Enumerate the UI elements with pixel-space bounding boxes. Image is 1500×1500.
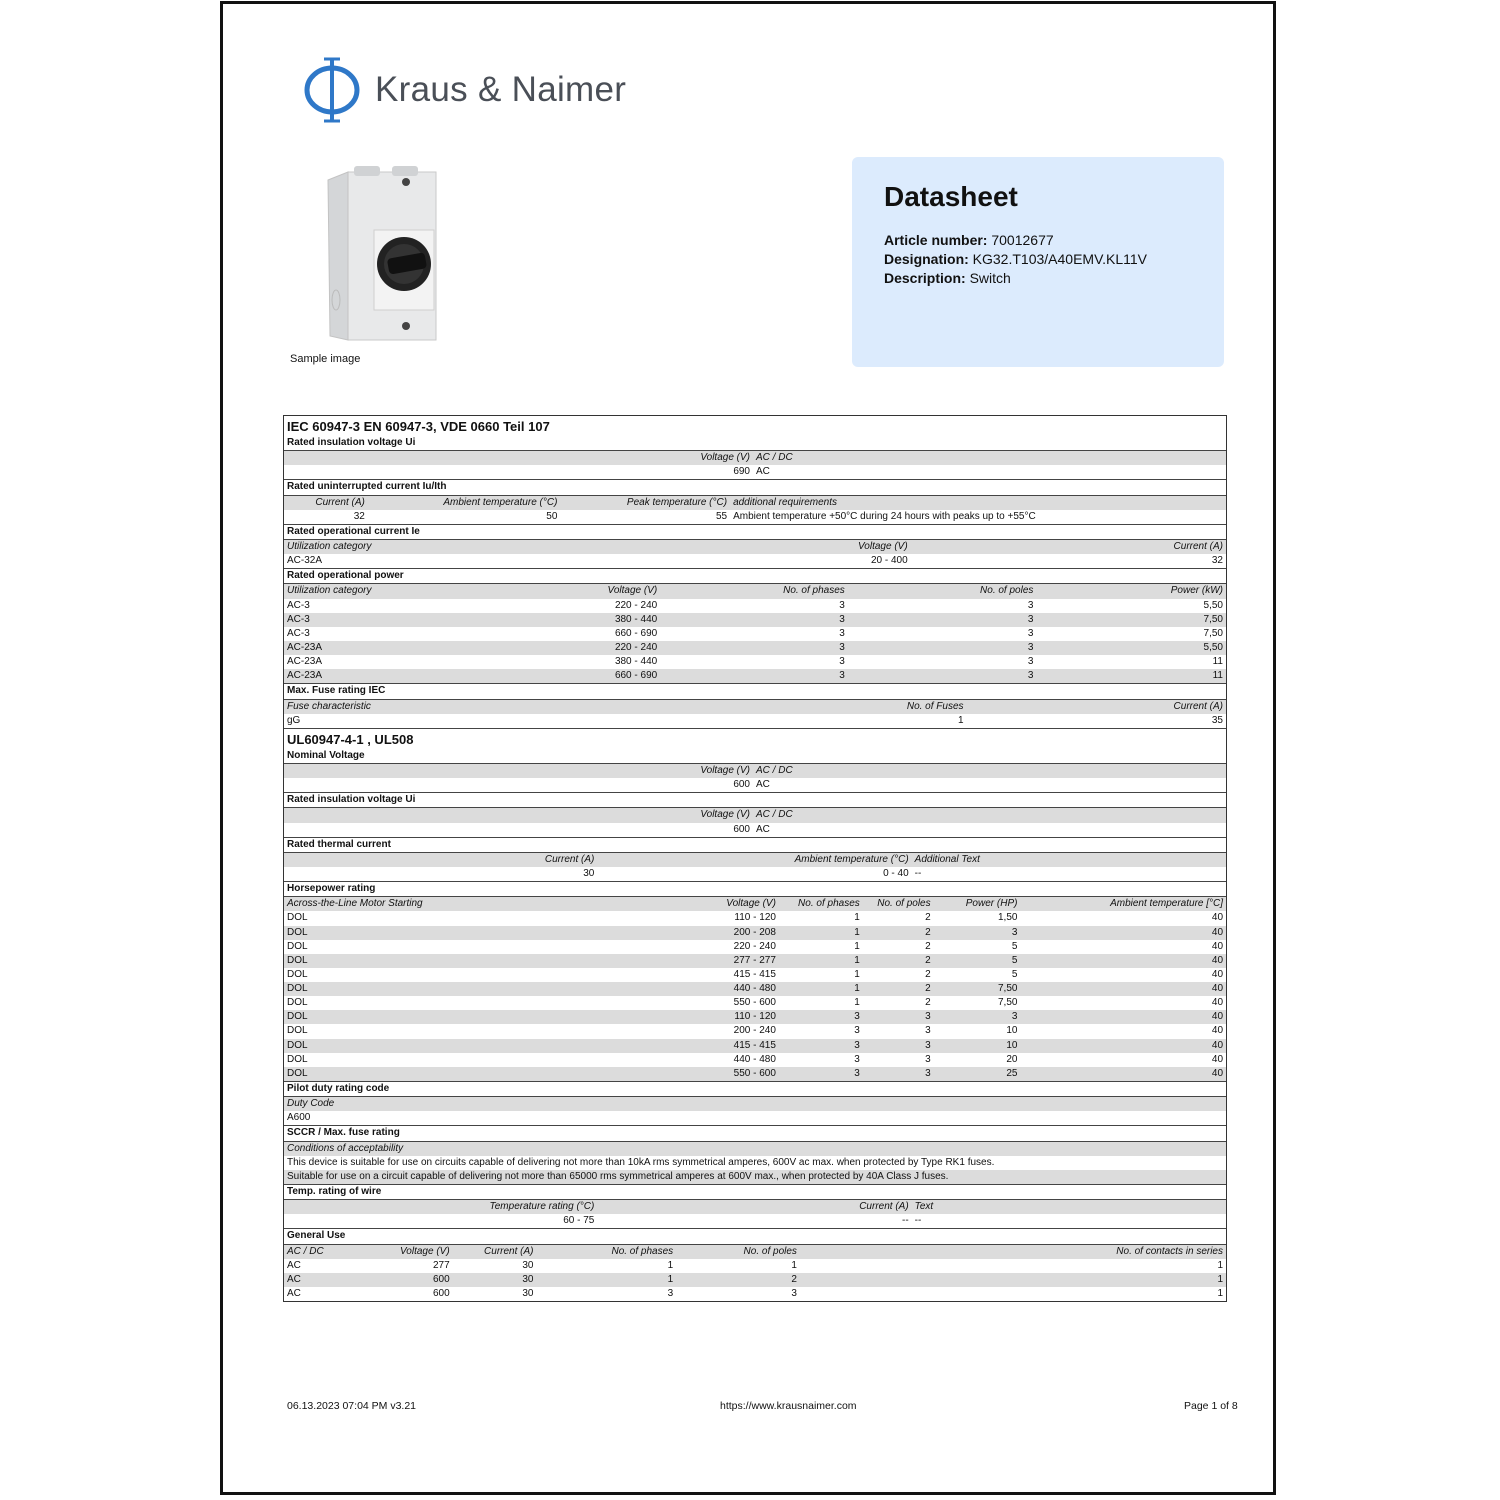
group-header: SCCR / Max. fuse rating — [284, 1125, 1226, 1141]
table-header-row — [284, 584, 1226, 598]
table-row — [284, 982, 1226, 996]
table-row — [284, 926, 1226, 940]
table-row — [284, 613, 1226, 627]
cell: 200 - 208 — [733, 926, 776, 938]
table-row — [284, 940, 1226, 954]
col-starting: Across-the-Line Motor Starting — [287, 898, 423, 910]
group-header: General Use — [284, 1228, 1226, 1244]
table-row — [284, 1156, 1226, 1170]
table-row — [284, 655, 1226, 669]
table-row — [284, 968, 1226, 982]
group-header: Horsepower rating — [284, 881, 1226, 897]
col-current: Current (A) — [544, 853, 595, 865]
cell: 3 — [925, 1025, 931, 1037]
cell: 40 — [1211, 1053, 1224, 1065]
cell: 380 - 440 — [614, 656, 658, 668]
cell: 40 — [1211, 1011, 1224, 1023]
cell: 2 — [925, 954, 931, 966]
table-row — [284, 1053, 1226, 1067]
cell: 380 - 440 — [614, 613, 658, 625]
cell: AC-32A — [287, 555, 323, 567]
col-voltage: Voltage (V) — [700, 764, 750, 776]
col-fuse-char: Fuse characteristic — [287, 700, 371, 712]
cell: 690 — [733, 466, 750, 478]
cell: DOL — [287, 954, 308, 966]
cell: DOL — [287, 1039, 308, 1051]
cell: 110 - 120 — [734, 1011, 776, 1023]
group-header: Nominal Voltage — [284, 749, 1226, 764]
operational-power-rows — [284, 599, 1226, 684]
cell: 550 - 600 — [733, 997, 776, 1009]
cell: 3 — [1027, 656, 1034, 668]
table-row — [284, 1259, 1226, 1273]
cell: 2 — [925, 912, 931, 924]
cell: 1 — [957, 714, 964, 726]
cell: -- — [914, 867, 922, 879]
cell: 3 — [1011, 1011, 1018, 1023]
table-row — [284, 1067, 1226, 1081]
table-header-row — [284, 496, 1226, 510]
cell: 600 — [432, 1288, 450, 1300]
col-voltage: Voltage (V) — [607, 585, 658, 597]
col-peak: Peak temperature (°C) — [626, 496, 728, 508]
cell: 3 — [854, 1025, 860, 1037]
section-title: IEC 60947-3 EN 60947-3, VDE 0660 Teil 107 — [287, 419, 550, 434]
table-row — [284, 911, 1226, 925]
col-voltage: Voltage (V) — [400, 1245, 450, 1257]
col-duty-code: Duty Code — [287, 1098, 335, 1110]
group-header: Pilot duty rating code — [284, 1081, 1226, 1097]
cell: 3 — [839, 627, 845, 639]
cell: AC — [287, 1273, 301, 1285]
col-ambient: Ambient temperature [°C] — [1110, 898, 1224, 910]
col-temp: Temperature rating (°C) — [489, 1201, 595, 1213]
cell: 220 - 240 — [614, 641, 658, 653]
cell: 35 — [1211, 714, 1223, 726]
spec-table — [283, 415, 1227, 1302]
table-header-row — [284, 897, 1226, 911]
cell: 0 - 40 — [883, 867, 909, 879]
designation-label: Designation: — [884, 251, 969, 267]
col-voltage: Voltage (V) — [700, 452, 750, 464]
cell: 10 — [1006, 1039, 1018, 1051]
cell: 7,50 — [1203, 627, 1223, 639]
table-row — [284, 1273, 1226, 1287]
cell: 40 — [1211, 926, 1224, 938]
cell: 40 — [1211, 997, 1224, 1009]
cell: AC-23A — [287, 670, 323, 682]
cell: 1 — [854, 926, 860, 938]
cell: 660 - 690 — [614, 627, 658, 639]
cell: 20 - 400 — [870, 555, 908, 567]
cell: 1 — [791, 1259, 797, 1271]
group-header: Max. Fuse rating IEC — [284, 683, 1226, 699]
table-row — [284, 599, 1226, 613]
col-acdc: AC / DC — [287, 1245, 324, 1257]
cell: A600 — [287, 1112, 311, 1124]
cell: 3 — [1027, 627, 1034, 639]
product-sample-image — [318, 160, 442, 350]
cell: 40 — [1211, 912, 1224, 924]
brand-logo — [303, 56, 626, 124]
cell: 1 — [1217, 1259, 1223, 1271]
cell: 220 - 240 — [733, 940, 776, 952]
cell: 1 — [854, 997, 860, 1009]
table-header-row — [284, 764, 1226, 778]
col-additional: Additional Text — [914, 853, 980, 865]
table-row — [284, 1214, 1226, 1228]
col-acdc: AC / DC — [756, 452, 793, 464]
sample-image-caption: Sample image — [290, 353, 361, 365]
col-fuse-num: No. of Fuses — [906, 700, 964, 712]
footer-url-link[interactable]: https://www.krausnaimer.com — [720, 1400, 857, 1412]
cell: 1 — [854, 954, 860, 966]
cell: AC-3 — [287, 599, 310, 611]
col-category: Utilization category — [287, 540, 372, 552]
description-value: Switch — [969, 270, 1011, 286]
table-row — [284, 1024, 1226, 1038]
cell: 3 — [839, 670, 845, 682]
cell: 55 — [715, 510, 728, 522]
cell: -- — [914, 1215, 922, 1227]
cell: 1 — [667, 1259, 674, 1271]
col-poles: No. of poles — [980, 585, 1034, 597]
col-category: Utilization category — [287, 585, 372, 597]
cell: 3 — [839, 599, 845, 611]
cell: AC — [756, 779, 770, 791]
cell: 3 — [854, 1067, 860, 1079]
brand-name: Kraus & Naimer — [375, 70, 627, 109]
cell: 415 - 415 — [733, 1039, 776, 1051]
table-header-row — [284, 451, 1226, 465]
cell: 1 — [854, 912, 860, 924]
cell: 3 — [1027, 641, 1034, 653]
cell: DOL — [287, 983, 308, 995]
cell: 11 — [1212, 670, 1223, 682]
cell: DOL — [287, 926, 308, 938]
cell: 415 - 415 — [733, 968, 776, 980]
cell: 2 — [925, 940, 931, 952]
cell: AC-3 — [287, 613, 310, 625]
cell: 10 — [1006, 1025, 1018, 1037]
cell: 5 — [1011, 968, 1018, 980]
cell: AC — [756, 466, 770, 478]
cell: 277 - 277 — [733, 954, 776, 966]
group-header: Temp. rating of wire — [284, 1184, 1226, 1200]
col-current: Current (A) — [1173, 700, 1223, 712]
col-power: Power (HP) — [965, 898, 1018, 910]
cell: 3 — [925, 1039, 931, 1051]
cell: 1 — [1217, 1288, 1223, 1300]
cell: AC — [287, 1259, 301, 1271]
cell: AC — [756, 823, 770, 835]
group-header: Rated operational current Ie — [284, 524, 1226, 540]
cell: 440 - 480 — [733, 1053, 776, 1065]
cell: 2 — [925, 983, 931, 995]
cell: 277 — [432, 1259, 450, 1271]
cell: 3 — [1011, 926, 1018, 938]
table-row — [284, 1010, 1226, 1024]
col-voltage: Voltage (V) — [700, 809, 750, 821]
cell: AC-23A — [287, 641, 323, 653]
cell: 40 — [1211, 968, 1224, 980]
cell: 30 — [522, 1273, 534, 1285]
cell: 7,50 — [1203, 613, 1223, 625]
cell: DOL — [287, 968, 308, 980]
cell: 600 — [432, 1273, 450, 1285]
cell: 3 — [1027, 613, 1034, 625]
group-header: Rated insulation voltage Ui — [284, 792, 1226, 808]
cell: 660 - 690 — [614, 670, 658, 682]
cell: 3 — [854, 1011, 860, 1023]
col-power: Power (kW) — [1170, 585, 1223, 597]
col-current: Current (A) — [484, 1245, 534, 1257]
table-header-row — [284, 700, 1226, 714]
cell: 50 — [546, 510, 558, 522]
cell: 600 — [733, 823, 750, 835]
cell: 7,50 — [997, 983, 1018, 995]
col-text: Text — [914, 1201, 934, 1213]
cell: 3 — [839, 641, 845, 653]
table-header-row — [284, 1245, 1226, 1259]
table-row — [284, 1039, 1226, 1053]
cell: 25 — [1006, 1067, 1018, 1079]
cell: 220 - 240 — [614, 599, 658, 611]
cell: 3 — [854, 1053, 860, 1065]
cell: 3 — [667, 1288, 674, 1300]
col-phases: No. of phases — [783, 585, 845, 597]
cell: 20 — [1006, 1053, 1018, 1065]
datasheet-title: Datasheet — [884, 181, 1018, 212]
cell: AC-3 — [287, 627, 310, 639]
table-row — [284, 1287, 1226, 1301]
cell: 32 — [353, 510, 365, 522]
cell: 30 — [583, 867, 595, 879]
table-row — [284, 465, 1226, 479]
col-current: Current (A) — [859, 1201, 909, 1213]
cell: Ambient temperature +50°C during 24 hours with peaks up to +55°C — [733, 510, 1036, 522]
cell: 2 — [791, 1273, 797, 1285]
group-header: Rated insulation voltage Ui — [284, 436, 1226, 451]
cell: 40 — [1211, 1025, 1224, 1037]
col-voltage: Voltage (V) — [858, 540, 908, 552]
article-value: 70012677 — [991, 232, 1054, 248]
cell: DOL — [287, 1067, 308, 1079]
cell: 1 — [854, 968, 860, 980]
cell: 3 — [839, 656, 845, 668]
col-ambient: Ambient temperature (°C) — [443, 496, 558, 508]
cell: 5,50 — [1203, 641, 1223, 653]
cell: -- — [901, 1215, 909, 1227]
footer-date: 06.13.2023 07:04 PM v3.21 — [287, 1400, 417, 1412]
cell: 1 — [854, 983, 860, 995]
cell: 40 — [1211, 940, 1224, 952]
col-voltage: Voltage (V) — [726, 898, 776, 910]
col-poles: No. of poles — [877, 898, 931, 910]
description-label: Description: — [884, 270, 966, 286]
cell: 3 — [1027, 670, 1034, 682]
cell: 5 — [1011, 954, 1018, 966]
cell: DOL — [287, 1011, 308, 1023]
designation — [884, 250, 1192, 269]
designation-value: KG32.T103/A40EMV.KL11V — [972, 251, 1148, 267]
cell: 3 — [854, 1039, 860, 1051]
table-row — [284, 669, 1226, 683]
horsepower-rows — [284, 911, 1226, 1081]
table-header-row — [284, 1097, 1226, 1111]
col-conditions: Conditions of acceptability — [287, 1142, 404, 1154]
cell: 440 - 480 — [733, 983, 776, 995]
table-row — [284, 510, 1226, 524]
table-row — [284, 823, 1226, 837]
table-row — [284, 954, 1226, 968]
cell: 200 - 240 — [733, 1025, 776, 1037]
cell: 40 — [1211, 954, 1224, 966]
cell: 3 — [791, 1288, 797, 1300]
col-current: Current (A) — [1173, 540, 1223, 552]
cell: 1 — [667, 1273, 674, 1285]
datasheet-info-box — [852, 157, 1224, 367]
cell: 600 — [733, 779, 750, 791]
cell: gG — [287, 714, 301, 726]
cell: 3 — [925, 1053, 931, 1065]
table-row — [284, 554, 1226, 568]
cell: 5,50 — [1203, 599, 1223, 611]
cell: 40 — [1211, 1067, 1224, 1079]
cell: 3 — [839, 613, 845, 625]
group-header: Rated thermal current — [284, 837, 1226, 853]
cell: 110 - 120 — [734, 912, 776, 924]
cell: 2 — [925, 997, 931, 1009]
table-row — [284, 714, 1226, 728]
cell: DOL — [287, 1025, 308, 1037]
col-phases: No. of phases — [611, 1245, 674, 1257]
cell: AC — [287, 1288, 301, 1300]
table-row — [284, 778, 1226, 792]
table-header-row — [284, 808, 1226, 822]
col-current: Current (A) — [315, 496, 365, 508]
table-row — [284, 627, 1226, 641]
cell: DOL — [287, 1053, 308, 1065]
description — [884, 269, 1192, 288]
cell: 3 — [1027, 599, 1034, 611]
footer-page-number: Page 1 of 8 — [1184, 1400, 1238, 1412]
cell: 11 — [1212, 656, 1223, 668]
col-ambient: Ambient temperature (°C) — [794, 853, 909, 865]
cell: 2 — [925, 926, 931, 938]
cell: AC-23A — [287, 656, 323, 668]
table-header-row — [284, 1200, 1226, 1214]
cell: 32 — [1211, 555, 1223, 567]
table-header-row — [284, 853, 1226, 867]
cell: 7,50 — [997, 997, 1018, 1009]
cell: DOL — [287, 912, 308, 924]
cell: 40 — [1211, 983, 1224, 995]
col-acdc: AC / DC — [756, 764, 793, 776]
cell: DOL — [287, 997, 308, 1009]
group-header: Rated uninterrupted current Iu/Ith — [284, 479, 1226, 495]
cell: 30 — [522, 1288, 534, 1300]
cell: 5 — [1011, 940, 1018, 952]
general-use-rows — [284, 1259, 1226, 1301]
cell: 550 - 600 — [733, 1067, 776, 1079]
phi-logo-icon — [303, 56, 361, 124]
cell: 3 — [925, 1011, 931, 1023]
cell: 40 — [1211, 1039, 1224, 1051]
col-phases: No. of phases — [798, 898, 860, 910]
article-number — [884, 231, 1192, 250]
cell: Suitable for use on a circuit capable of delivering not more than 65000 rms symmetrical amperes at 600V max., when protected by 40A Class J fuses. — [287, 1170, 949, 1182]
cell: This device is suitable for use on circuits capable of delivering not more than 10kA rms symmetrical amperes, 600V ac max. when protected by Type RK1 fuses. — [287, 1156, 995, 1168]
cell: 2 — [925, 968, 931, 980]
cell: DOL — [287, 940, 308, 952]
col-acdc: AC / DC — [756, 809, 793, 821]
cell: 30 — [522, 1259, 534, 1271]
table-header-row — [284, 1142, 1226, 1156]
col-poles: No. of poles — [743, 1245, 797, 1257]
group-header: Rated operational power — [284, 568, 1226, 584]
article-label: Article number: — [884, 232, 988, 248]
table-row — [284, 1170, 1226, 1184]
col-additional: additional requirements — [733, 496, 838, 508]
table-row — [284, 996, 1226, 1010]
cell: 60 - 75 — [563, 1215, 595, 1227]
table-row — [284, 867, 1226, 881]
col-contacts: No. of contacts in series — [1116, 1245, 1223, 1257]
table-row — [284, 1111, 1226, 1125]
section-title: UL60947-4-1 , UL508 — [284, 728, 1226, 749]
table-header-row — [284, 540, 1226, 554]
table-row — [284, 641, 1226, 655]
cell: 1,50 — [997, 912, 1018, 924]
cell: 1 — [1217, 1273, 1223, 1285]
cell: 3 — [925, 1067, 931, 1079]
cell: 1 — [854, 940, 860, 952]
